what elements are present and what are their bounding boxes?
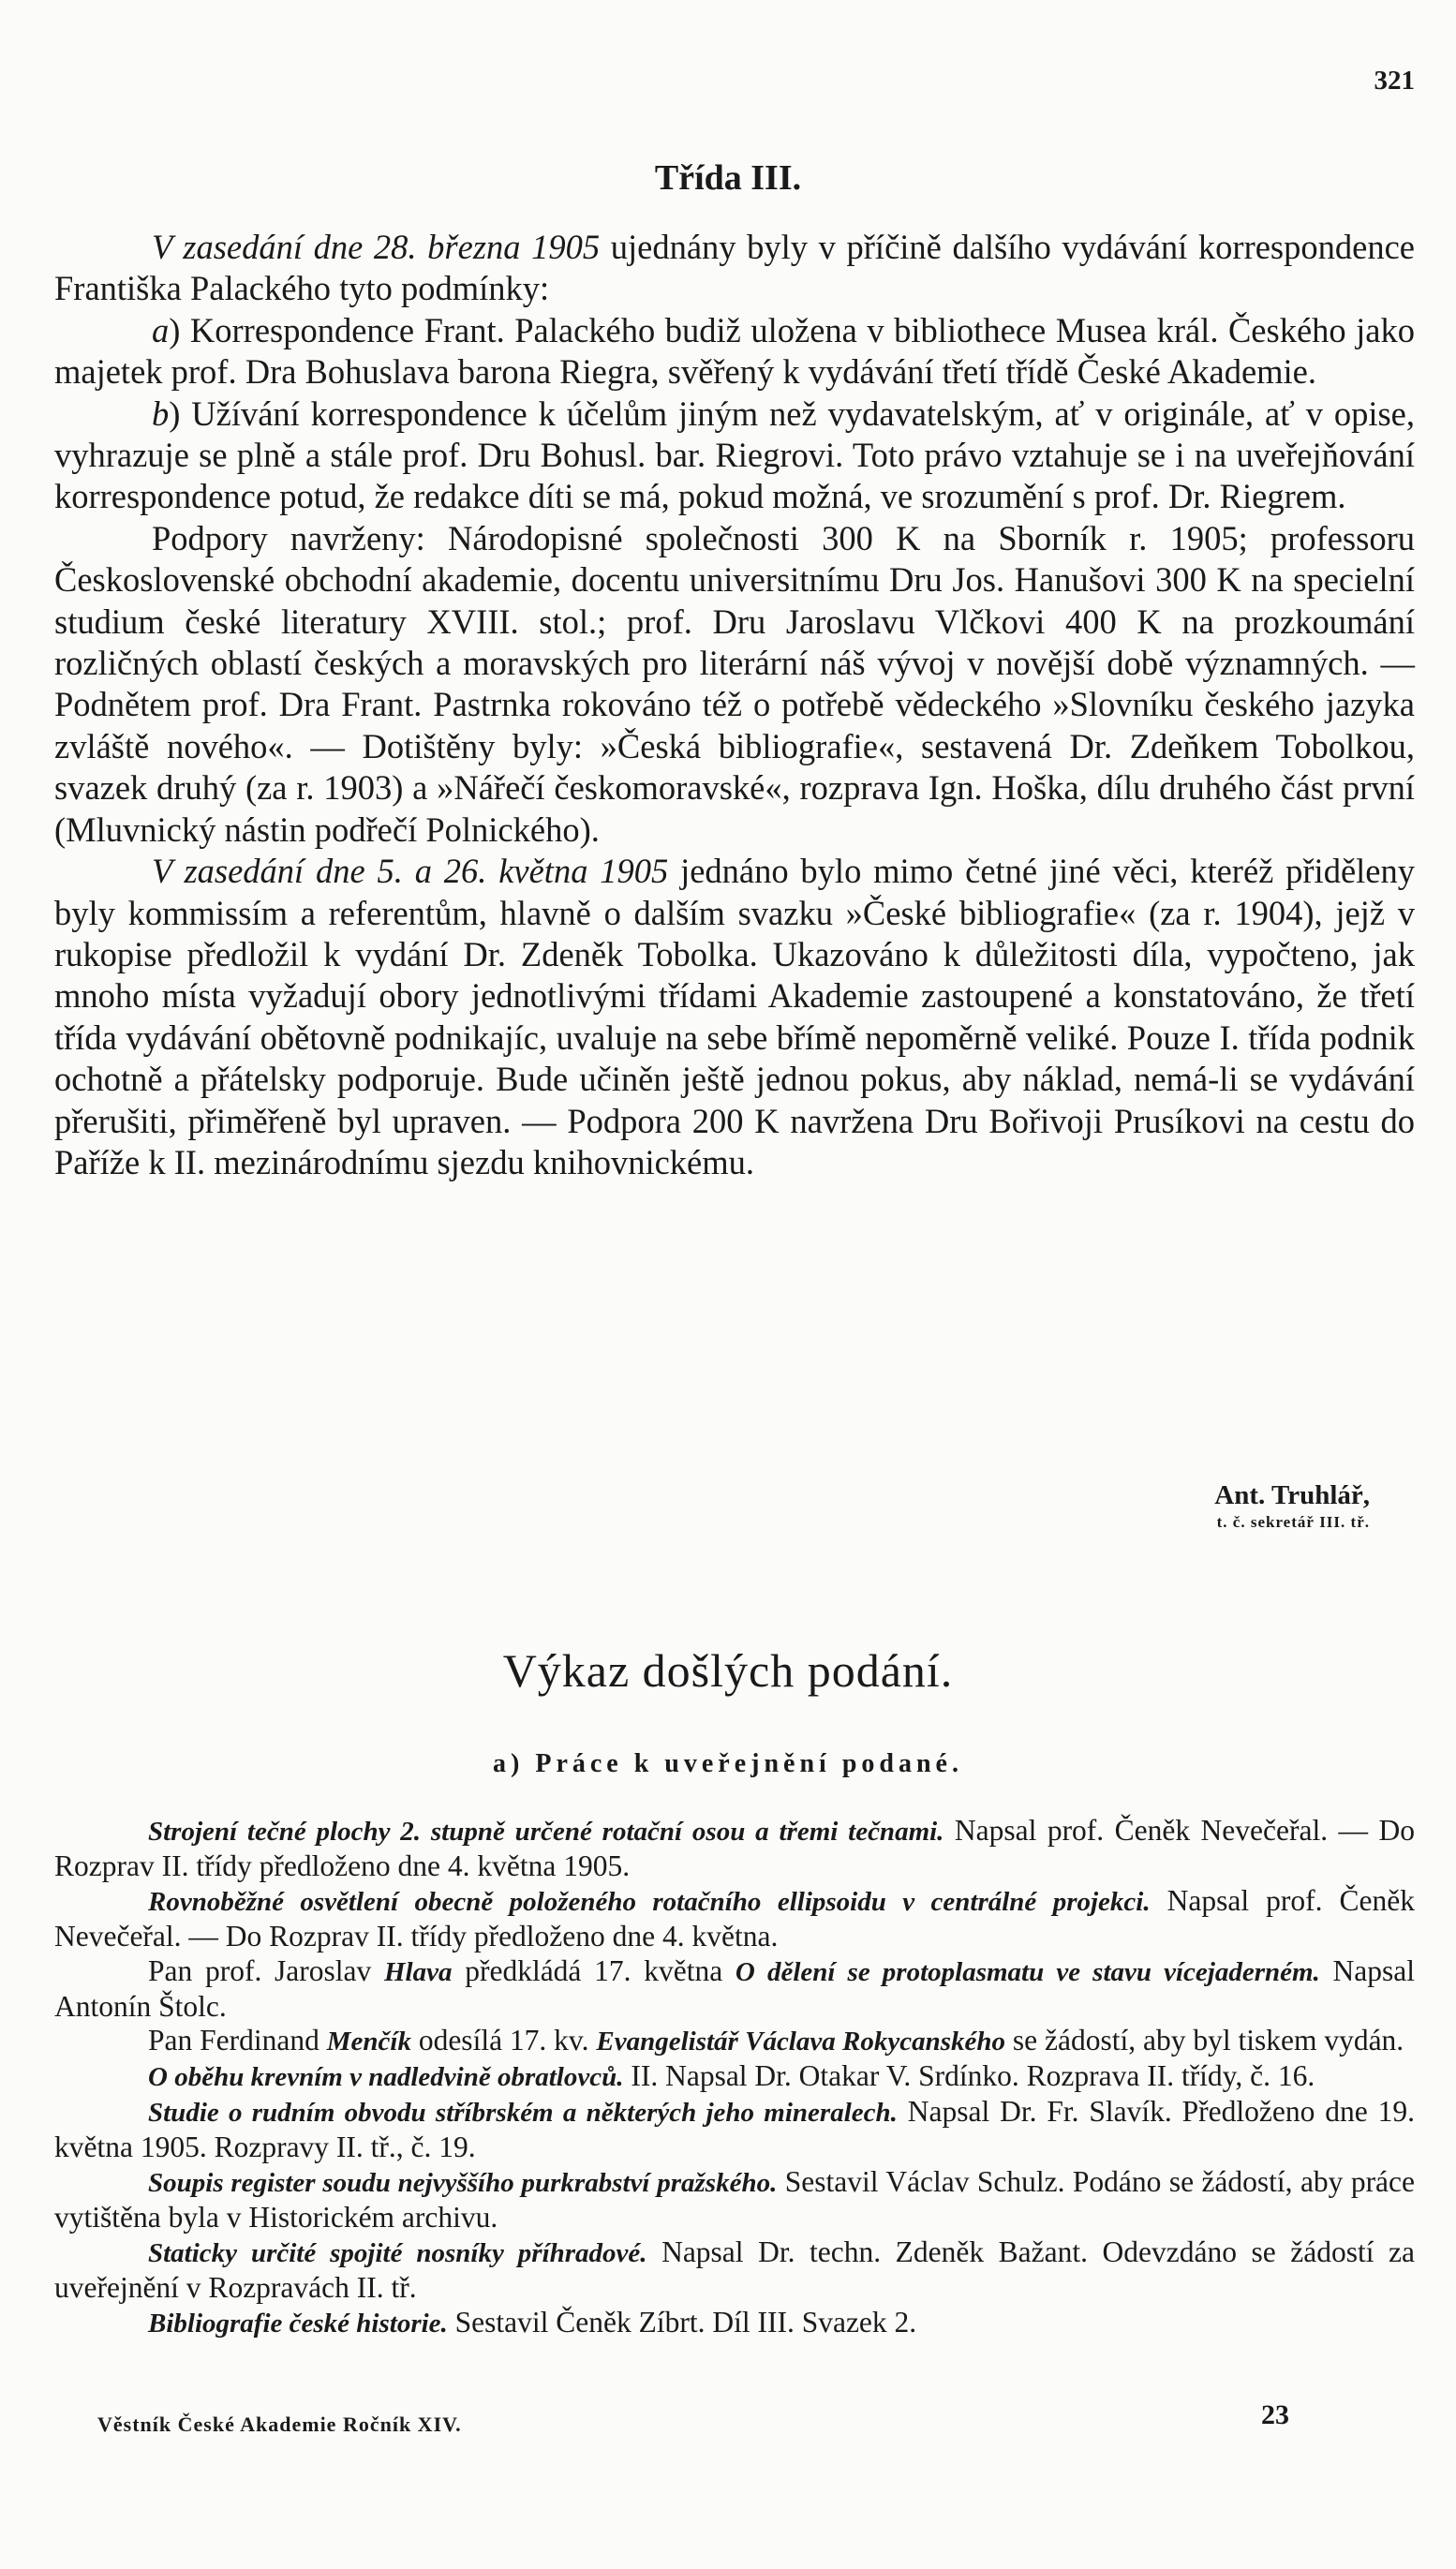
list-item: Strojení tečné plochy 2. stupně určené rotační osou a třemi tečnami. Napsal prof. Čeněk Nevečeřal. — Do Rozprav II. třídy předloženo dne 4. května 1905.: [54, 1814, 1415, 1882]
session2-date: V zasedání dne 5. a 26. května 1905: [152, 852, 669, 891]
footer-journal: Věstník České Akademie Ročník XIV.: [97, 2413, 462, 2436]
report-title: Výkaz došlých podání.: [502, 1644, 954, 1697]
list-item: Pan prof. Jaroslav Hlava předkládá 17. května O dělení se protoplasmatu ve stavu vícejaderném. Napsal Antonín Štolc.: [54, 1953, 1416, 2023]
submissions-list: [54, 1814, 1415, 2341]
condition-b: b) Užívání korrespondence k účelům jiným než vydavatelským, ať v originále, ať v opise, vyhrazuje se plně a stále prof. Dru Bohusl. bar. Riegrovi. Toto právo vztahuje se i na uveřejňování korrespondence potud, že redakce díti se má, pokud možná, ve srozumění s prof. Dr. Riegrem.: [54, 394, 1415, 516]
session-minutes: [54, 227, 1415, 1183]
support-paragraph: Podpory navrženy: Národopisné společnosti 300 K na Sborník r. 1905; professoru Československé obchodní akademie, docentu universitnímu Dru Jos. Hanušovi 300 K na specielní studium české literatury XVIII. stol.; prof. Dru Jaroslavu Vlčkovi 400 K na prozkoumání rozličných oblastí českých a moravských pro literární náš vývoj v novější době významných. — Podnětem prof. Dra Frant. Pastrnka rokováno též o potřebě vědeckého »Slovníku českého jazyka zvláště nového«. — Dotištěny byly: »Česká bibliografie«, sestavená Dr. Zdeňkem Tobolkou, svazek druhý (za r. 1903) a »Nářečí českomoravské«, rozprava Ign. Hoška, dílu druhého část první (Mluvnický nástin podřečí Polnického).: [54, 518, 1415, 849]
footer-sheet-number: 23: [1261, 2399, 1289, 2430]
session2-paragraph: V zasedání dne 5. a 26. května 1905 jednáno bylo mimo četné jiné věci, kteréž přiděleny byly kommissím a referentům, hlavně o dalším svazku »České bibliografie« (za r. 1904), jejž v rukopise předložil k vydání Dr. Zdeněk Tobolka. Ukazováno k důležitosti díla, vypočteno, jak mnoho místa vyžadují obory jednotlivými třídami Akademie zastoupené a konstatováno, že třetí třída vydávání obětovně podnikajíc, uvaluje na sebe břímě nepoměrně veliké. Pouze I. třída podnik ochotně a přátelsky podporuje. Bude učiněn ještě jednou pokus, aby náklad, nemá-li se vydávání přerušiti, přiměřeně byl upraven. — Podpora 200 K navržena Dru Bořivoji Prusíkovi na cestu do Paříže k II. mezinárodnímu sjezdu knihovnickému.: [54, 852, 1415, 1181]
list-item: Pan Ferdinand Menčík odesílá 17. kv. Evangelistář Václava Rokycanského se žádostí, aby byl tiskem vydán.: [148, 2024, 1404, 2057]
signature: [1214, 1478, 1370, 1533]
condition-a: a) Korrespondence Frant. Palackého budiž uložena v bibliothece Musea král. Českého jako majetek prof. Dra Bohuslava barona Riegra, svěřený k vydávání třetí třídě České Akademie.: [54, 310, 1415, 392]
list-item: Staticky určité spojité nosníky příhradové. Napsal Dr. techn. Zdeněk Bažant. Odevzdáno se žádostí za uveřejnění v Rozpravách II. tř.: [54, 2235, 1415, 2304]
list-item: Studie o rudním obvodu stříbrském a některých jeho mineralech. Napsal Dr. Fr. Slavík. Předloženo dne 19. května 1905. Rozpravy II. tř., č. 19.: [54, 2095, 1415, 2164]
list-item: Rovnoběžné osvětlení obecně položeného rotačního ellipsoidu v centrálné projekci. Napsal prof. Čeněk Nevečeřal. — Do Rozprav II. třídy předloženo dne 4. května.: [54, 1883, 1415, 1953]
session1-date: V zasedání dne 28. března 1905: [152, 228, 601, 266]
section-title: Třída III.: [654, 158, 802, 198]
report-subtitle: a) Práce k uveřejnění podané.: [493, 1749, 963, 1778]
list-item: Soupis register soudu nejvyššího purkrabství pražského. Sestavil Václav Schulz. Podáno se žádostí, aby práce vytištěna byla v Historickém archivu.: [54, 2165, 1416, 2234]
list-item: O oběhu krevním v nadledvině obratlovců. II. Napsal Dr. Otakar V. Srdínko. Rozprava II. třídy, č. 16.: [148, 2059, 1315, 2093]
signature-role: t. č. sekretář III. tř.: [1216, 1513, 1370, 1531]
list-item: Bibliografie české historie. Sestavil Čeněk Zíbrt. Díl III. Svazek 2.: [148, 2305, 917, 2339]
session1-intro: V zasedání dne 28. března 1905 ujednány byly v příčině dalšího vydávání korrespondence Františka Palackého tyto podmínky:: [54, 228, 1415, 308]
signature-name: Ant. Truhlář,: [1214, 1480, 1370, 1510]
page-number: 321: [1374, 66, 1415, 96]
